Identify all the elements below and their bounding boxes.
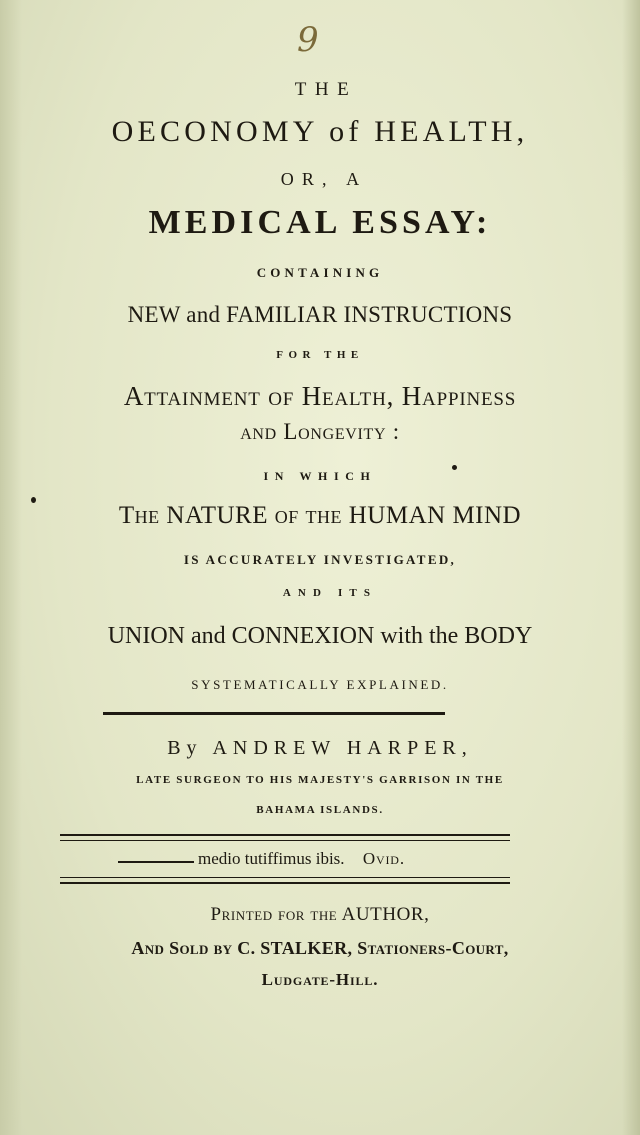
title-main: OECONOMY of HEALTH, <box>111 115 529 148</box>
double-rule-upper-1 <box>60 834 510 836</box>
page-number-stamp: 9 <box>297 20 319 60</box>
title-essay: MEDICAL ESSAY: <box>148 204 492 241</box>
in-which-text: IN WHICH <box>263 469 377 483</box>
ludgate-hill-line: Ludgate-Hill. <box>261 970 379 989</box>
attainment-line: Attainment of Health, Happiness <box>123 381 517 411</box>
author-line: By ANDREW HARPER, <box>167 737 473 759</box>
nature-human-mind: The NATURE of the HUMAN MIND <box>118 502 522 529</box>
motto-source: Ovid. <box>362 849 405 868</box>
late-surgeon-line: LATE SURGEON TO HIS MAJESTY'S GARRISON IN THE <box>136 774 504 786</box>
investigated-text: IS ACCURATELY INVESTIGATED, <box>183 552 457 567</box>
motto-dash <box>118 861 194 863</box>
double-rule-upper-2 <box>60 840 510 841</box>
double-rule-lower-1 <box>60 877 510 878</box>
ink-spot-1 <box>452 465 457 470</box>
title-or: OR, A <box>280 169 368 189</box>
containing-text: CONTAINING <box>256 265 384 280</box>
explained-text: SYSTEMATICALLY EXPLAINED. <box>191 677 449 692</box>
longevity-line: and Longevity : <box>240 419 400 444</box>
ornamental-rule-top <box>103 712 445 715</box>
printed-for-line: Printed for the AUTHOR, <box>210 904 430 925</box>
and-its-text: AND ITS <box>282 587 378 599</box>
bahama-line: BAHAMA ISLANDS. <box>256 804 384 816</box>
union-connexion-line: UNION and CONNEXION with the BODY <box>107 623 533 649</box>
motto-line <box>198 850 405 867</box>
new-familiar-instructions: NEW and FAMILIAR INSTRUCTIONS <box>127 302 513 327</box>
for-the-text: FOR THE <box>276 349 364 361</box>
title-the: THE <box>294 79 358 100</box>
double-rule-lower-2 <box>60 882 510 884</box>
sold-by-line: And Sold by C. STALKER, Stationers-Court, <box>131 938 509 958</box>
motto-text: medio tutiffimus ibis. <box>198 849 345 868</box>
